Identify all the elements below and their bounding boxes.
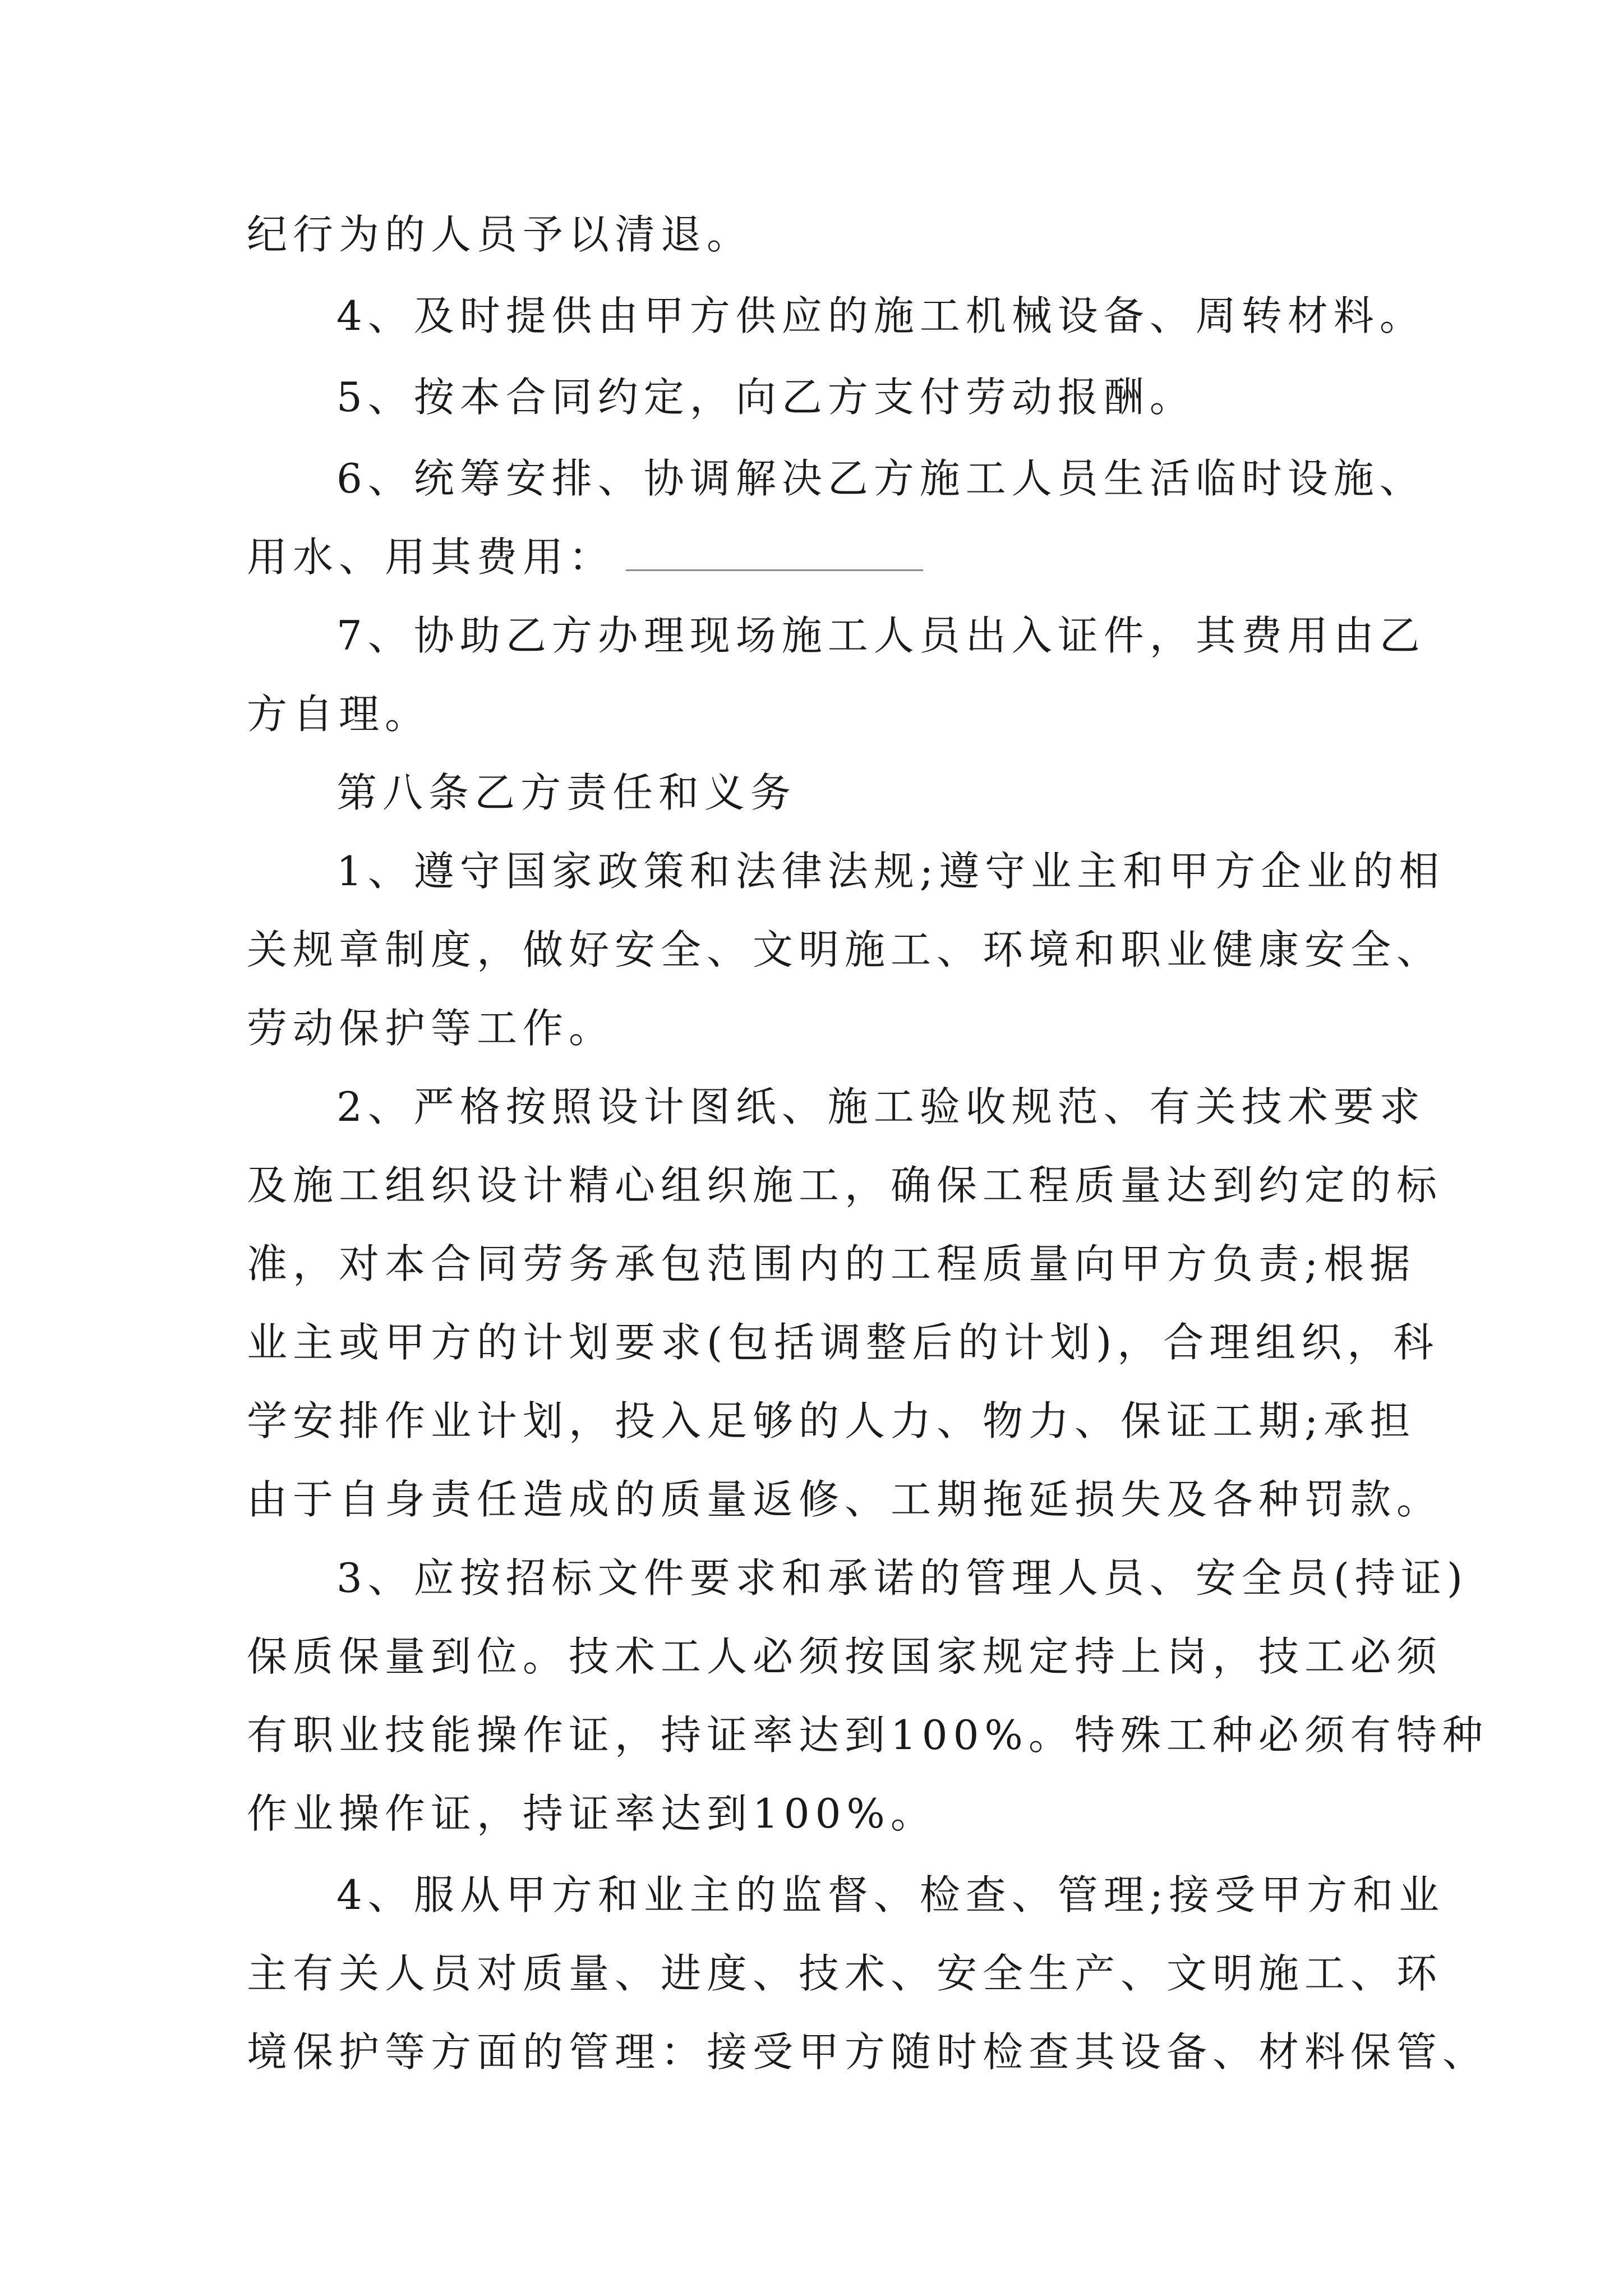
text-line-22: 4、服从甲方和业主的监督、检查、管理;接受甲方和业 [336, 1871, 1445, 1918]
text-line-14: 准，对本合同劳务承包范围内的工程质量向甲方负责;根据 [247, 1240, 1416, 1287]
text-line-6: 7、协助乙方办理现场施工人员出入证件，其费用由乙 [336, 612, 1426, 659]
text-line-2: 4、及时提供由甲方供应的施工机械设备、周转材料。 [336, 292, 1426, 339]
text-line-13: 及施工组织设计精心组织施工，确保工程质量达到约定的标 [247, 1162, 1443, 1209]
text-line-24: 境保护等方面的管理：接受甲方随时检查其设备、材料保管、 [247, 2028, 1489, 2076]
text-line-7: 方自理。 [247, 691, 431, 738]
text-line-5 [247, 530, 923, 584]
text-line-15: 业主或甲方的计划要求(包括调整后的计划)，合理组织，科 [247, 1319, 1440, 1366]
text-line-18: 3、应按招标文件要求和承诺的管理人员、安全员(持证) [336, 1554, 1468, 1602]
text-line-3: 5、按本合同约定，向乙方支付劳动报酬。 [336, 374, 1196, 421]
text-line-16: 学安排作业计划，投入足够的人力、物力、保证工期;承担 [247, 1397, 1416, 1444]
fill-in-blank [626, 535, 923, 571]
text-line-17: 由于自身责任造成的质量返修、工期拖延损失及各种罚款。 [247, 1476, 1443, 1523]
text-line-10: 关规章制度，做好安全、文明施工、环境和职业健康安全、 [247, 926, 1443, 973]
text-line-12: 2、严格按照设计图纸、施工验收规范、有关技术要求 [336, 1083, 1426, 1130]
text-line-9: 1、遵守国家政策和法律法规;遵守业主和甲方企业的相 [336, 848, 1445, 895]
text-line-19: 保质保量到位。技术工人必须按国家规定持上岗，技工必须 [247, 1633, 1443, 1680]
text-line-20: 有职业技能操作证，持证率达到100%。特殊工种必须有特种 [247, 1711, 1488, 1759]
text-line-5-label: 用水、用其费用： [247, 533, 615, 581]
text-line-4: 6、统筹安排、协调解决乙方施工人员生活临时设施、 [336, 455, 1426, 502]
text-line-11: 劳动保护等工作。 [247, 1005, 615, 1052]
text-line-21: 作业操作证，持证率达到100%。 [247, 1790, 937, 1837]
text-line-1: 纪行为的人员予以清退。 [247, 211, 753, 258]
section-heading: 第八条乙方责任和义务 [336, 769, 797, 816]
text-line-23: 主有关人员对质量、进度、技术、安全生产、文明施工、环 [247, 1950, 1443, 1997]
